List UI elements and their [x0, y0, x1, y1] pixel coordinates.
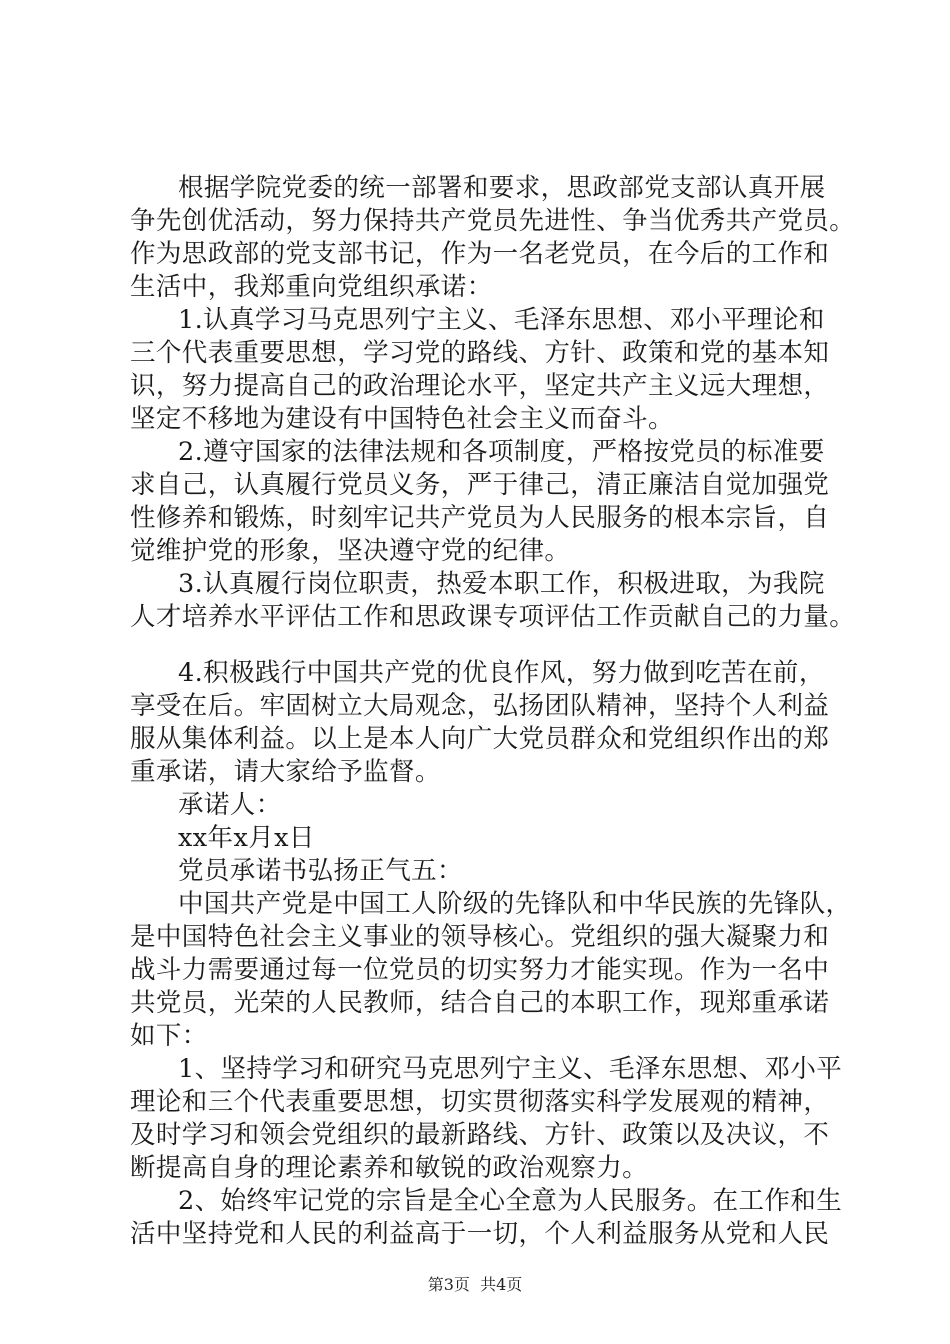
document-body	[130, 172, 856, 1251]
text-line: 2、始终牢记党的宗旨是全心全意为人民服务。在工作和生	[178, 1186, 843, 1216]
text-line: 及时学习和领会党组织的最新路线、方针、政策以及决议，不	[130, 1120, 830, 1150]
text-line: 识，努力提高自己的政治理论水平，坚定共产主义远大理想，	[130, 371, 830, 401]
text-line: 如下：	[130, 1021, 208, 1051]
text-line: 战斗力需要通过每一位党员的切实努力才能实现。作为一名中	[130, 955, 830, 985]
text-line: 3.认真履行岗位职责，热爱本职工作，积极进取，为我院	[178, 569, 825, 599]
paragraph-gap	[130, 634, 850, 657]
text-line: 1.认真学习马克思列宁主义、毛泽东思想、邓小平理论和	[178, 305, 825, 335]
text-line: 坚定不移地为建设有中国特色社会主义而奋斗。	[130, 404, 674, 434]
text-line: 三个代表重要思想，学习党的路线、方针、政策和党的基本知	[130, 338, 830, 368]
text-line: 享受在后。牢固树立大局观念，弘扬团队精神，坚持个人利益	[130, 691, 830, 721]
text-line: xx年x月x日	[178, 823, 315, 853]
text-line: 2.遵守国家的法律法规和各项制度，严格按党员的标准要	[178, 437, 825, 467]
text-line: 性修养和锻炼，时刻牢记共产党员为人民服务的根本宗旨，自	[130, 503, 830, 533]
text-line: 4.积极践行中国共产党的优良作风，努力做到吃苦在前，	[178, 658, 825, 688]
text-line: 中国共产党是中国工人阶级的先锋队和中华民族的先锋队，	[178, 889, 852, 919]
text-line: 是中国特色社会主义事业的领导核心。党组织的强大凝聚力和	[130, 922, 830, 952]
text-line: 活中坚持党和人民的利益高于一切，个人利益服务从党和人民	[130, 1219, 830, 1249]
text-line: 人才培养水平评估工作和思政课专项评估工作贡献自己的力量。	[130, 602, 856, 632]
text-line: 共党员，光荣的人民教师，结合自己的本职工作，现郑重承诺	[130, 988, 830, 1018]
text-line: 理论和三个代表重要思想，切实贯彻落实科学发展观的精神，	[130, 1087, 830, 1117]
text-line: 1、坚持学习和研究马克思列宁主义、毛泽东思想、邓小平	[178, 1054, 843, 1084]
text-line: 断提高自身的理论素养和敏锐的政治观察力。	[130, 1153, 649, 1183]
text-line: 作为思政部的党支部书记，作为一名老党员，在今后的工作和	[130, 239, 830, 269]
text-line: 承诺人：	[178, 790, 282, 820]
text-line: 求自己，认真履行党员义务，严于律己，清正廉洁自觉加强党	[130, 470, 830, 500]
text-line: 重承诺，请大家给予监督。	[130, 757, 441, 787]
text-line: 觉维护党的形象，坚决遵守党的纪律。	[130, 536, 571, 566]
text-line: 服从集体利益。以上是本人向广大党员群众和党组织作出的郑	[130, 724, 830, 754]
text-line: 生活中，我郑重向党组织承诺：	[130, 272, 493, 302]
text-line: 争先创优活动，努力保持共产党员先进性、争当优秀共产党员。	[130, 206, 856, 236]
page-footer: 第3页 共4页	[427, 1275, 523, 1294]
text-line: 党员承诺书弘扬正气五：	[178, 856, 463, 886]
text-line: 根据学院党委的统一部署和要求，思政部党支部认真开展	[178, 173, 826, 203]
